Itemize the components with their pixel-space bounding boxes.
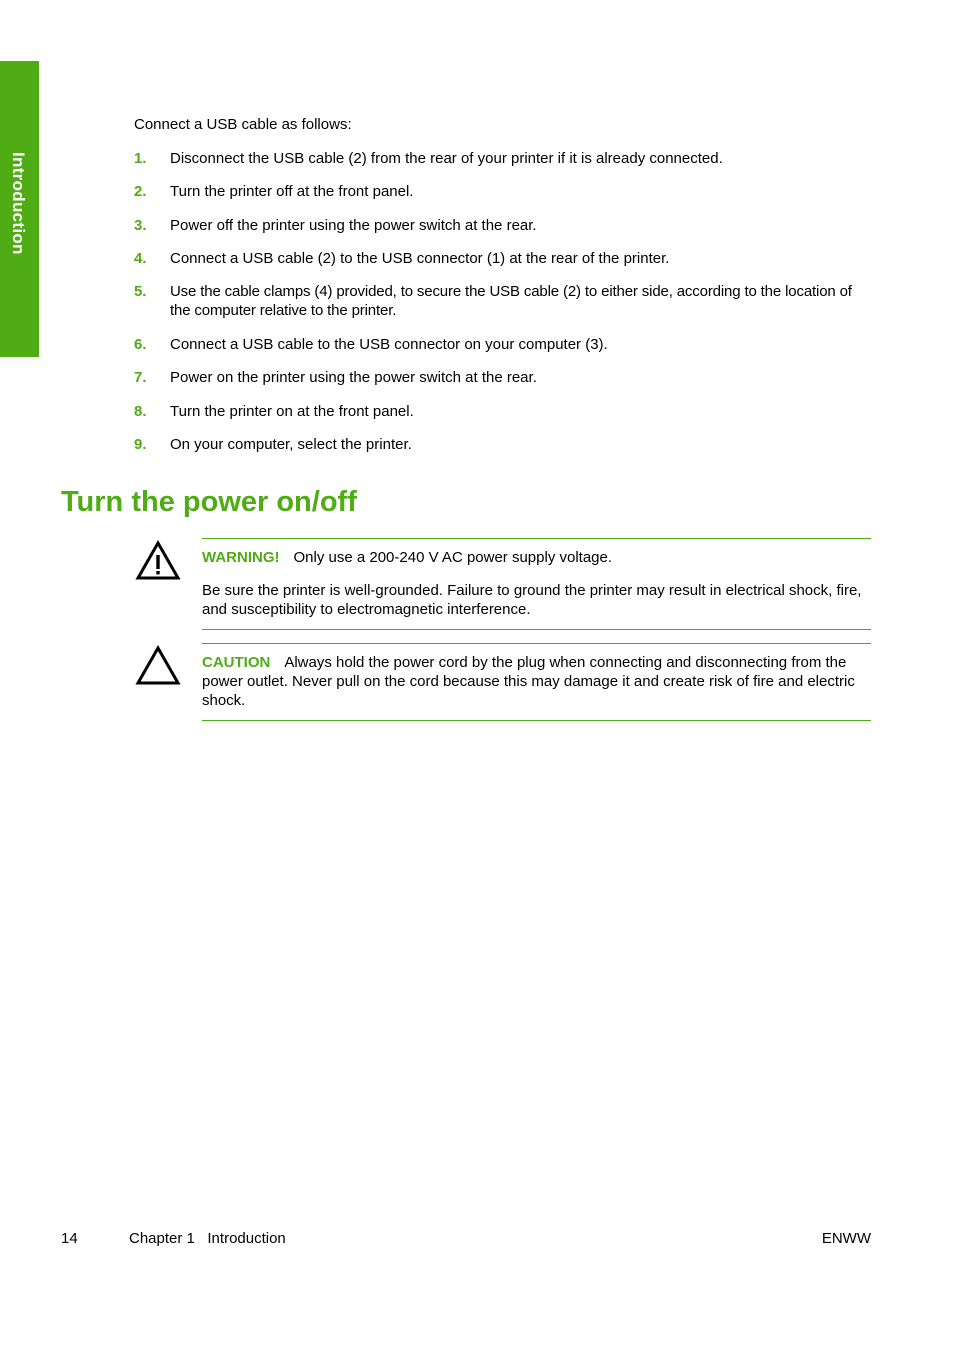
caution-line [202,653,874,710]
warning-line [202,548,874,567]
list-item [134,249,874,268]
footer-edition: ENWW [821,1230,871,1247]
section-title: Turn the power on/off [61,486,357,518]
warning-text: Only use a 200-240 V AC power supply voltage. [293,549,613,566]
step-number: 8. [134,403,147,420]
step-number: 2. [134,183,147,200]
step-number: 6. [134,336,147,353]
warning-top-rule [202,538,871,539]
side-tab-label: Introduction [9,152,28,255]
intro-text: Connect a USB cable as follows: [134,116,352,133]
warning-detail: Be sure the printer is well-grounded. Failure to ground the printer may result in electrical shock, fire, and susceptibility to electromagnetic interference. [202,582,862,618]
caution-triangle-icon [135,645,181,687]
caution-bottom-rule [202,720,871,721]
warning-label: WARNING! [202,549,280,566]
list-item [134,368,874,387]
warning-triangle-exclamation-icon [135,540,181,582]
list-item [134,402,874,421]
step-text: Power on the printer using the power switch at the rear. [170,369,537,386]
step-number: 1. [134,150,147,167]
step-text: Connect a USB cable to the USB connector on your computer (3). [170,336,608,353]
list-item [134,216,874,235]
usb-steps-list [134,149,874,454]
caution-label: CAUTION [202,654,271,671]
list-item [134,182,874,201]
caution-text: Always hold the power cord by the plug when connecting and disconnecting from the power outlet. Never pull on the cord because this may damage it and create risk of fire and electric shock. [202,654,855,709]
step-text: Turn the printer off at the front panel. [170,183,414,200]
footer-chapter [129,1229,286,1248]
step-text: Power off the printer using the power switch at the rear. [170,217,537,234]
warning-bottom-rule [202,629,871,630]
step-text: Use the cable clamps (4) provided, to secure the USB cable (2) to either side, according to the location of the computer relative to the printer. [170,283,852,319]
step-number: 9. [134,436,147,453]
step-text: Disconnect the USB cable (2) from the rear of your printer if it is already connected. [170,150,723,167]
step-text: Turn the printer on at the front panel. [170,403,414,420]
step-number: 4. [134,250,147,267]
footer-chapter-title: Introduction [207,1230,286,1247]
footer-chapter-number: Chapter 1 [129,1230,195,1247]
list-item [134,335,874,354]
list-item [134,435,874,454]
step-number: 3. [134,217,147,234]
page-number: 14 [61,1230,78,1247]
list-item [134,282,874,320]
step-number: 5. [134,283,147,300]
caution-top-rule [202,643,871,644]
step-text: On your computer, select the printer. [170,436,412,453]
step-text: Connect a USB cable (2) to the USB connector (1) at the rear of the printer. [170,250,670,267]
list-item [134,149,874,168]
step-number: 7. [134,369,147,386]
